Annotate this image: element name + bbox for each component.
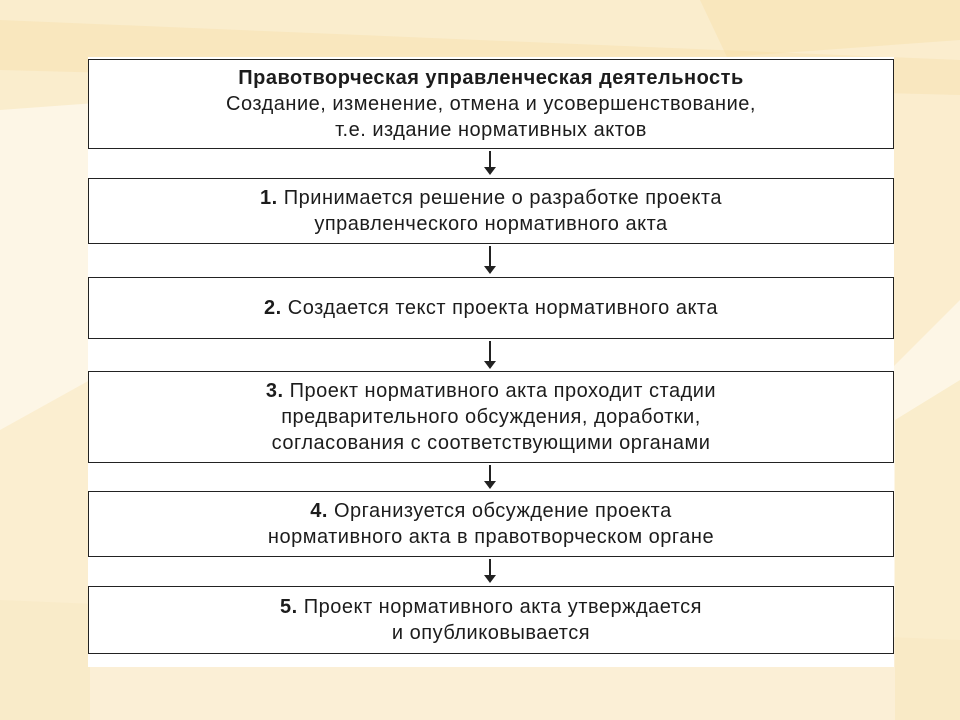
step-4-line-2: нормативного акта в правотворческом органе — [267, 526, 715, 548]
step-1-line-2: управленческого нормативного акта — [314, 213, 668, 235]
step-2-line-1 — [264, 295, 718, 321]
header-line-2: Создание, изменение, отмена и усовершенствование, — [226, 93, 756, 115]
header-line-3: т.е. издание нормативных актов — [335, 119, 647, 141]
step-box-1 — [88, 178, 894, 244]
step-5-text-1: Проект нормативного акта утверждается — [303, 596, 702, 618]
step-4-text-1: Организуется обсуждение проекта — [333, 500, 672, 522]
step-box-2 — [88, 277, 894, 339]
header-title: Правотворческая управленческая деятельность — [238, 67, 744, 89]
step-5-number: 5. — [280, 596, 298, 618]
step-5-line-1 — [280, 594, 702, 620]
step-4-number: 4. — [310, 500, 328, 522]
step-4-line-1 — [310, 498, 672, 524]
step-3-line-2: предварительного обсуждения, доработки, — [281, 406, 701, 428]
flow-arrow — [489, 465, 491, 487]
flow-arrow — [489, 559, 491, 581]
step-3-line-3: согласования с соответствующими органами — [271, 432, 711, 454]
flow-arrow — [489, 151, 491, 173]
step-1-text-1: Принимается решение о разработке проекта — [283, 187, 722, 209]
step-3-line-1 — [266, 378, 716, 404]
step-box-5 — [88, 586, 894, 654]
step-3-text-1: Проект нормативного акта проходит стадии — [289, 380, 717, 402]
flow-arrow — [489, 341, 491, 367]
flowchart-slide — [88, 57, 894, 667]
step-box-4 — [88, 491, 894, 557]
step-5-line-2: и опубликовывается — [391, 622, 591, 644]
step-2-number: 2. — [264, 297, 282, 319]
step-1-line-1 — [260, 185, 722, 211]
step-box-3 — [88, 371, 894, 463]
flow-arrow — [489, 246, 491, 272]
step-1-number: 1. — [260, 187, 278, 209]
step-3-number: 3. — [265, 380, 284, 402]
step-2-text-1: Создается текст проекта нормативного акта — [287, 297, 718, 319]
header-box — [88, 59, 894, 149]
